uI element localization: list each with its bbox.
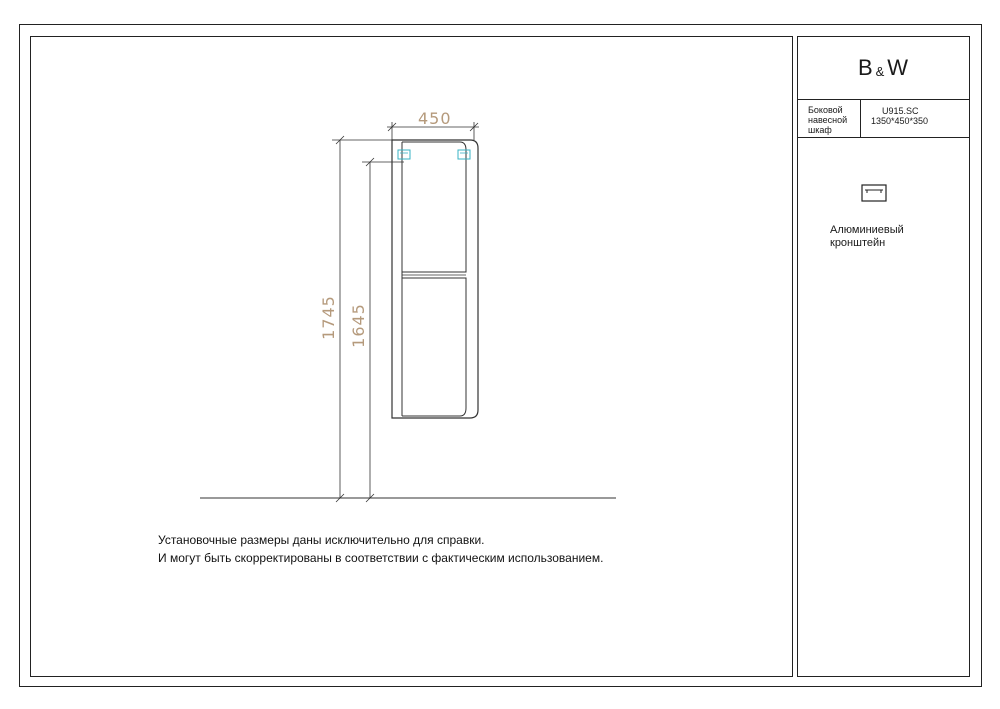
- title-block: [797, 36, 970, 677]
- brand-left: B: [857, 55, 874, 80]
- dimension-width-label: 450: [418, 109, 452, 128]
- bracket-left-icon: [398, 150, 410, 159]
- cabinet-door-bottom: [402, 278, 466, 416]
- product-name-line-2: навесной: [808, 115, 848, 125]
- note-line-1: Установочные размеры даны исключительно для справки.: [158, 533, 485, 547]
- bracket-icon: [861, 184, 887, 202]
- cabinet-body: [392, 140, 478, 418]
- product-dimensions: 1350*450*350: [871, 116, 929, 126]
- product-spec-row: [798, 100, 969, 138]
- product-name: [798, 100, 861, 137]
- bracket-label-line-1: Алюминиевый: [830, 224, 904, 236]
- bracket-label-line-2: кронштейн: [830, 237, 886, 249]
- dimension-total-height-label: 1745: [318, 295, 338, 340]
- product-code-cell: [861, 100, 969, 143]
- product-name-line-3: шкаф: [808, 125, 832, 135]
- brand-right: W: [887, 55, 910, 80]
- bracket-label: [830, 224, 904, 250]
- note-line-2: И могут быть скорректированы в соответствии с фактическим использованием.: [158, 551, 604, 565]
- brand-amp: &: [875, 63, 886, 79]
- dimension-mount-height-label: 1645: [348, 303, 368, 348]
- cabinet-door-top: [402, 142, 466, 272]
- brand-logo: [798, 37, 969, 100]
- bracket-right-icon: [458, 150, 470, 159]
- product-code: U915.SC: [882, 106, 919, 116]
- installation-note: [158, 531, 603, 567]
- product-name-line-1: Боковой: [808, 105, 843, 115]
